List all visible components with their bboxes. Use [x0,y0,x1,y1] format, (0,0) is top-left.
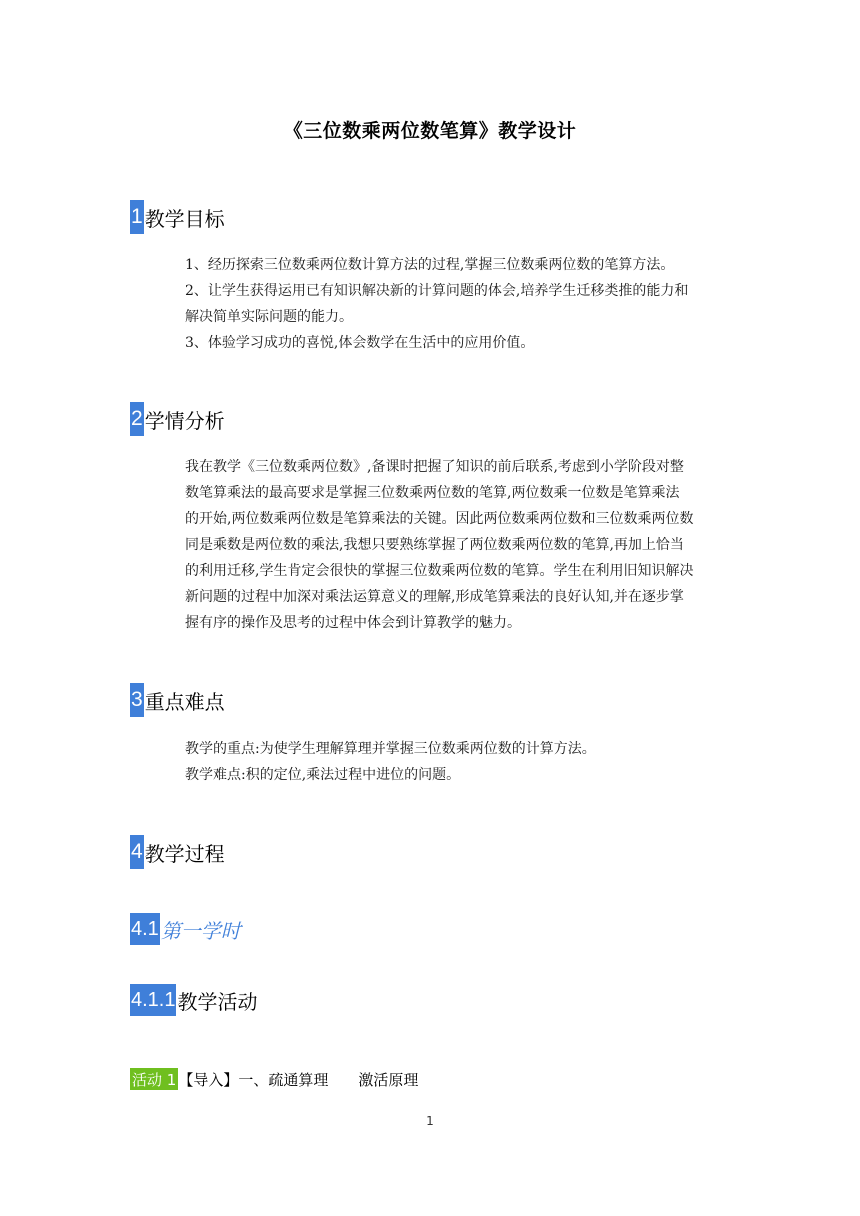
subsection-heading-activities [130,984,257,1016]
subsection-label: 第一学时 [160,918,241,943]
activity-title: 【导入】一、疏通算理 [178,1070,329,1089]
activity-subtitle: 激活原理 [358,1070,419,1089]
text-line: 同是乘数是两位数的乘法,我想只要熟练掌握了两位数乘两位数的笔算,再加上恰当 [185,537,684,553]
section-heading-objectives [130,200,225,234]
text-line: 2、让学生获得运用已有知识解决新的计算问题的体会,培养学生迁移类推的能力和 [185,283,689,299]
activity-heading [130,1068,418,1090]
text-line: 新问题的过程中加深对乘法运算意义的理解,形成笔算乘法的良好认知,并在逐步掌 [185,589,684,605]
section-label: 学情分析 [144,408,225,433]
text-line: 握有序的操作及思考的过程中体会到计算教学的魅力。 [185,615,521,631]
objectives-text [185,252,735,356]
document-title: 《三位数乘两位数笔算》教学设计 [283,120,577,142]
text-line: 3、体验学习成功的喜悦,体会数学在生活中的应用价值。 [185,335,535,351]
section-heading-key-points [130,683,225,717]
page-number: 1 [426,1114,434,1128]
section-number: 2 [130,402,144,436]
text-line: 的利用迁移,学生肯定会很快的掌握三位数乘两位数的笔算。学生在利用旧知识解决 [185,563,694,579]
subsection-label: 教学活动 [177,989,258,1014]
section-heading-process [130,835,225,869]
text-line: 教学难点:积的定位,乘法过程中进位的问题。 [185,767,461,783]
subsection-heading-first-lesson [130,913,241,945]
section-number: 1 [130,200,144,234]
text-line: 教学的重点:为使学生理解算理并掌握三位数乘两位数的计算方法。 [185,741,596,757]
section-heading-analysis [130,402,225,436]
text-line: 1、经历探索三位数乘两位数计算方法的过程,掌握三位数乘两位数的笔算方法。 [185,257,675,273]
section-number: 3 [130,683,144,717]
section-label: 教学目标 [144,206,225,231]
text-line: 的开始,两位数乘两位数是笔算乘法的关键。因此两位数乘两位数和三位数乘两位数 [185,511,694,527]
text-line: 解决简单实际问题的能力。 [185,309,353,325]
section-label: 教学过程 [144,841,225,866]
section-number: 4 [130,835,144,869]
key-points-text [185,736,735,788]
analysis-text [185,454,735,636]
subsection-number: 4.1.1 [130,984,176,1016]
text-line: 数笔算乘法的最高要求是掌握三位数乘两位数的笔算,两位数乘一位数是笔算乘法 [185,485,680,501]
subsection-number: 4.1 [130,913,160,945]
activity-tag: 活动 1 [130,1068,178,1090]
section-label: 重点难点 [144,689,225,714]
text-line: 我在教学《三位数乘两位数》,备课时把握了知识的前后联系,考虑到小学阶段对整 [185,459,684,475]
